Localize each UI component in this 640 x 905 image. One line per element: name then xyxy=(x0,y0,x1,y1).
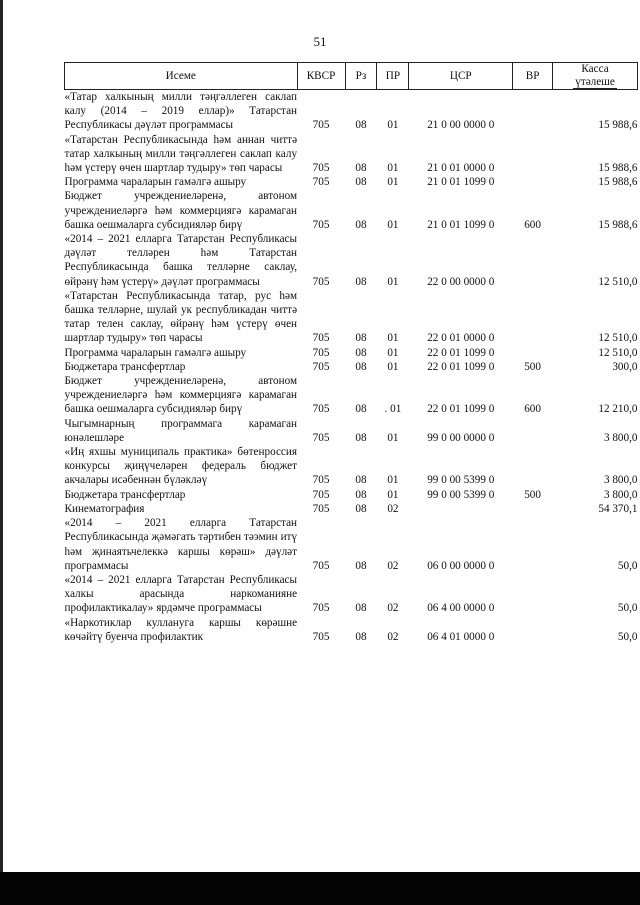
cell-name: «2014 – 2021 елларга Татарстан Республикасы халкы арасында наркоманияне профилактикалау» ярдәмче программасы xyxy=(64,573,298,615)
cell-pr: 01 xyxy=(387,176,399,189)
header-rz: Рз xyxy=(345,63,377,90)
cell-csr: 22 0 01 1099 0 xyxy=(427,360,495,373)
table-row xyxy=(65,516,638,573)
cell-name: Бюджет учреждениеләренә, автоном учреждениеләргә һәм коммерциягә карамаган башка оешмаларга субсидияләр бирү xyxy=(64,190,298,231)
cell-csr: 99 0 00 5399 0 xyxy=(427,474,495,487)
cell-kvsr: 705 xyxy=(312,346,330,359)
cell-csr: 06 4 00 0000 0 xyxy=(427,602,495,615)
cell-amount: 15 988,6 xyxy=(598,218,638,231)
cell-rz: 08 xyxy=(355,275,367,288)
cell-pr: 02 xyxy=(387,502,399,515)
cell-vr: 600 xyxy=(524,403,541,416)
cell-rz: 08 xyxy=(355,162,367,175)
cell-rz: 08 xyxy=(355,403,367,416)
cell-vr xyxy=(513,289,553,346)
cell-csr: 22 0 01 1099 0 xyxy=(427,346,495,359)
cell-amount: 15 988,6 xyxy=(598,119,638,132)
table-row xyxy=(65,502,638,516)
cell-rz: 08 xyxy=(355,431,367,444)
table-row xyxy=(65,445,638,488)
table-row xyxy=(65,374,638,417)
cell-name: «2014 – 2021 елларга Татарстан Республикасында җәмәгать тәртибен тәэмин итү һәм җинаятьчелеккә каршы көрәш» дәүләт программасы xyxy=(64,517,298,572)
cell-amount: 15 988,6 xyxy=(598,162,638,175)
header-amount xyxy=(553,63,638,90)
table-row xyxy=(65,346,638,360)
cell-amount: 300,0 xyxy=(612,360,638,373)
scan-bottom-border xyxy=(0,872,640,905)
cell-name: «2014 – 2021 елларга Татарстан Республикасы дәүләт телләрен һәм Татарстан Республикасында башка телләрне саклау, өйрәнү һәм үстерү» дәүләт программасы xyxy=(64,233,298,288)
cell-name: Бюджетара трансфертлар xyxy=(64,488,186,501)
cell-kvsr: 705 xyxy=(312,162,330,175)
cell-kvsr: 705 xyxy=(312,275,330,288)
cell-kvsr: 705 xyxy=(312,218,330,231)
header-name: Исеме xyxy=(65,63,298,90)
cell-name: «Татар халкының милли тәңгәллеген саклап калу (2014 – 2019 еллар)» Татарстан Республикасы дәүләт программасы xyxy=(64,91,298,132)
cell-pr: 01 xyxy=(387,488,399,501)
cell-csr: 22 0 00 0000 0 xyxy=(427,275,495,288)
cell-kvsr: 705 xyxy=(312,488,330,501)
cell-pr: 01 xyxy=(387,119,399,132)
cell-kvsr: 705 xyxy=(312,332,330,345)
cell-amount: 15 988,6 xyxy=(598,176,638,189)
cell-kvsr: 705 xyxy=(312,474,330,487)
header-kvsr: КВСР xyxy=(297,63,345,90)
cell-kvsr: 705 xyxy=(312,403,330,416)
cell-rz: 08 xyxy=(355,176,367,189)
cell-amount: 50,0 xyxy=(617,559,638,572)
cell-rz: 08 xyxy=(355,218,367,231)
cell-csr: 21 0 01 1099 0 xyxy=(427,176,495,189)
cell-csr: 21 0 01 0000 0 xyxy=(427,162,495,175)
cell-vr xyxy=(513,232,553,289)
cell-vr xyxy=(513,502,553,516)
cell-rz: 08 xyxy=(355,360,367,373)
cell-name: Чыгымнарның программага карамаган юнәлешләре xyxy=(64,417,298,444)
budget-table xyxy=(64,62,638,644)
cell-vr xyxy=(513,616,553,644)
table-row xyxy=(65,616,638,644)
table-row xyxy=(65,133,638,176)
cell-rz: 08 xyxy=(355,630,367,643)
table-row xyxy=(65,189,638,232)
table-header-row xyxy=(65,63,638,90)
cell-rz: 08 xyxy=(355,346,367,359)
cell-vr xyxy=(513,133,553,176)
cell-name: «Татарстан Республикасында татар, рус һәм башка телләрне, шулай ук республикадан читтә татар телен саклау, өйрәнү һәм үстерү өчен шартлар тудыру» төп чарасы xyxy=(64,289,298,345)
cell-kvsr: 705 xyxy=(312,119,330,132)
cell-csr: 22 0 01 1099 0 xyxy=(427,403,495,416)
cell-pr: 01 xyxy=(387,218,399,231)
cell-pr: 02 xyxy=(387,630,399,643)
cell-csr: 06 4 01 0000 0 xyxy=(427,630,495,643)
cell-kvsr: 705 xyxy=(312,602,330,615)
table-row xyxy=(65,417,638,445)
cell-vr xyxy=(513,445,553,488)
header-amount-line2: үтәлеше xyxy=(575,76,615,88)
cell-kvsr: 705 xyxy=(312,559,330,572)
cell-vr xyxy=(513,175,553,189)
cell-rz: 08 xyxy=(355,602,367,615)
cell-amount: 50,0 xyxy=(617,630,638,643)
cell-pr: 01 xyxy=(387,431,399,444)
header-pr: ПР xyxy=(377,63,409,90)
cell-pr: 01 xyxy=(387,162,399,175)
cell-kvsr: 705 xyxy=(312,630,330,643)
cell-name: «Татарстан Республикасында һәм аннан читтә татар халкының милли тәңгәллеген саклап калу һәм үстерү өчен шартлар тудыру» төп чарасы xyxy=(64,133,298,175)
cell-name: «Иң яхшы муниципаль практика» бөтенроссия конкурсы җиңүчеләрен федераль бюджет акчалары исәбеннән бүләкләү xyxy=(64,446,298,487)
cell-csr: 22 0 01 0000 0 xyxy=(427,332,495,345)
cell-vr xyxy=(513,90,553,133)
table-row xyxy=(65,232,638,289)
cell-amount: 12 210,0 xyxy=(598,403,638,416)
page-number: 51 xyxy=(313,34,327,49)
scan-edge xyxy=(0,0,3,905)
cell-pr: 01 xyxy=(387,275,399,288)
cell-rz: 08 xyxy=(355,559,367,572)
cell-amount: 12 510,0 xyxy=(598,275,638,288)
table-row xyxy=(65,573,638,616)
cell-rz: 08 xyxy=(355,119,367,132)
cell-name: Кинематография xyxy=(64,502,145,515)
header-amount-line1: Касса xyxy=(581,63,609,75)
cell-csr: 99 0 00 5399 0 xyxy=(427,488,495,501)
cell-name: «Наркотиклар куллануга каршы көрәшне көчәйтү буенча профилактик xyxy=(64,616,298,643)
cell-name: Бюджет учреждениеләренә, автоном учреждениеләргә һәм коммерциягә карамаган башка оешмаларга субсидияләр бирү xyxy=(64,375,298,416)
cell-pr: 01 xyxy=(387,346,399,359)
cell-kvsr: 705 xyxy=(312,502,330,515)
cell-csr: 99 0 00 0000 0 xyxy=(427,431,495,444)
cell-csr: 21 0 01 1099 0 xyxy=(427,218,495,231)
cell-kvsr: 705 xyxy=(312,176,330,189)
cell-pr: 01 xyxy=(387,474,399,487)
cell-vr xyxy=(513,573,553,616)
cell-amount: 54 370,1 xyxy=(598,502,638,515)
cell-rz: 08 xyxy=(355,488,367,501)
cell-vr: 500 xyxy=(524,488,541,501)
table-row xyxy=(65,488,638,502)
cell-csr xyxy=(409,502,513,516)
cell-amount: 12 510,0 xyxy=(598,332,638,345)
cell-name: Бюджетара трансфертлар xyxy=(64,360,186,373)
cell-vr xyxy=(513,516,553,573)
cell-name: Программа чараларын гамәлгә ашыру xyxy=(64,346,247,359)
cell-amount: 12 510,0 xyxy=(598,346,638,359)
cell-vr: 500 xyxy=(524,360,541,373)
table-row xyxy=(65,360,638,374)
header-vr: ВР xyxy=(513,63,553,90)
cell-rz: 08 xyxy=(355,474,367,487)
cell-vr xyxy=(513,346,553,360)
cell-vr: 600 xyxy=(524,218,541,231)
cell-amount: 50,0 xyxy=(617,602,638,615)
table-row xyxy=(65,289,638,346)
cell-kvsr: 705 xyxy=(312,360,330,373)
cell-kvsr: 705 xyxy=(312,431,330,444)
cell-amount: 3 800,0 xyxy=(603,431,638,444)
cell-csr: 06 0 00 0000 0 xyxy=(427,559,495,572)
header-csr: ЦСР xyxy=(409,63,513,90)
cell-pr: 01 xyxy=(387,360,399,373)
cell-csr: 21 0 00 0000 0 xyxy=(427,119,495,132)
table-row xyxy=(65,90,638,133)
cell-name: Программа чараларын гамәлгә ашыру xyxy=(64,176,247,189)
cell-pr: 02 xyxy=(387,559,399,572)
cell-pr: 02 xyxy=(387,602,399,615)
cell-rz: 08 xyxy=(355,332,367,345)
cell-pr: . 01 xyxy=(384,403,402,416)
cell-vr xyxy=(513,417,553,445)
cell-amount: 3 800,0 xyxy=(603,488,638,501)
cell-rz: 08 xyxy=(355,502,367,515)
cell-pr: 01 xyxy=(387,332,399,345)
cell-amount: 3 800,0 xyxy=(603,474,638,487)
table-row xyxy=(65,175,638,189)
